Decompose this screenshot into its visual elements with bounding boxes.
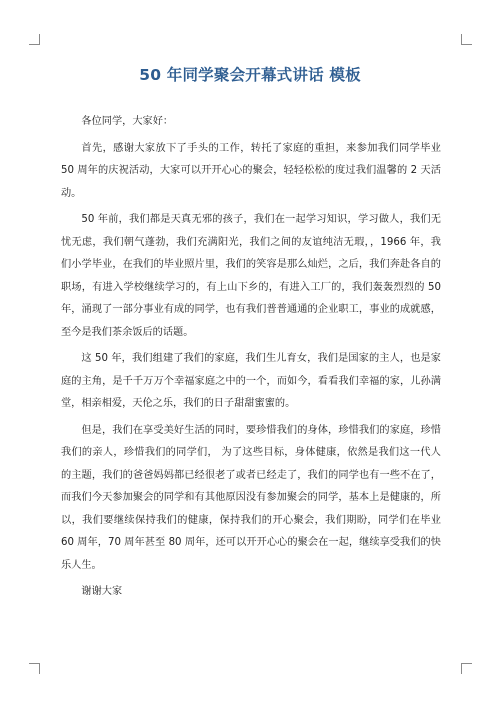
crop-mark-bottom-left	[29, 663, 40, 674]
paragraph-fifty-years-ago: 50 年前，我们都是天真无邪的孩子，我们在一起学习知识，学习做人，我们无忧无虑，我们朝气蓬勃，我们充满阳光，我们之间的友谊纯洁无瑕，，1966 年，我们小学毕业，在我们的毕业照片里，我们的笑容是那么灿烂，之后，我们奔赴各自的职场，有进入学校继续学习的，有上山下乡的，有进入工厂的，我们轰轰烈烈的 50 年，涌现了一部分事业有成的同学，也有我们普普通通的企业职工，事业的成就感，至今是我们茶余饭后的话题。	[61, 214, 441, 338]
crop-mark-top-right	[461, 34, 472, 45]
crop-mark-top-left	[29, 34, 40, 45]
paragraph-opening-thanks: 首先，感谢大家放下了手头的工作，转托了家庭的重担，来参加我们同学毕业 50 周年的庆祝活动，大家可以开开心心的聚会，轻轻松松的度过我们温馨的 2 天活动。	[61, 142, 441, 199]
document-title: 50 年同学聚会开幕式讲话 模板	[139, 66, 361, 84]
paragraph-families: 这 50 年，我们组建了我们的家庭，我们生儿育女，我们是国家的主人，也是家庭的主角，是千千万万个幸福家庭之中的一个，而如今，看看我们幸福的家，儿孙满堂，相亲相爱，天伦之乐，我们的日子甜甜蜜蜜的。	[61, 353, 441, 409]
greeting: 各位同学，大家好：	[81, 116, 174, 127]
paragraph-health: 但是，我们在享受美好生活的同时，要珍惜我们的身体，珍惜我们的家庭，珍惜我们的亲人，珍惜我们的同学们， 为了这些目标，身体健康，依然是我们这一代人的主题，我们的爸爸妈妈都已经很老了或者已经走了，我们的同学也有一些不在了，而我们今天参加聚会的同学和有其他原因没有参加聚会的同学，基本上是健康的，所以，我们要继续保持我们的健康，保持我们的开心聚会，我们期盼，同学们在毕业 60 周年，70 周年甚至 80 周年，还可以开开心心的聚会在一起，继续享受我们的快乐人生。	[61, 424, 441, 571]
crop-mark-bottom-right	[461, 663, 472, 674]
document-body	[61, 111, 441, 604]
closing-thanks: 谢谢大家	[81, 586, 123, 597]
